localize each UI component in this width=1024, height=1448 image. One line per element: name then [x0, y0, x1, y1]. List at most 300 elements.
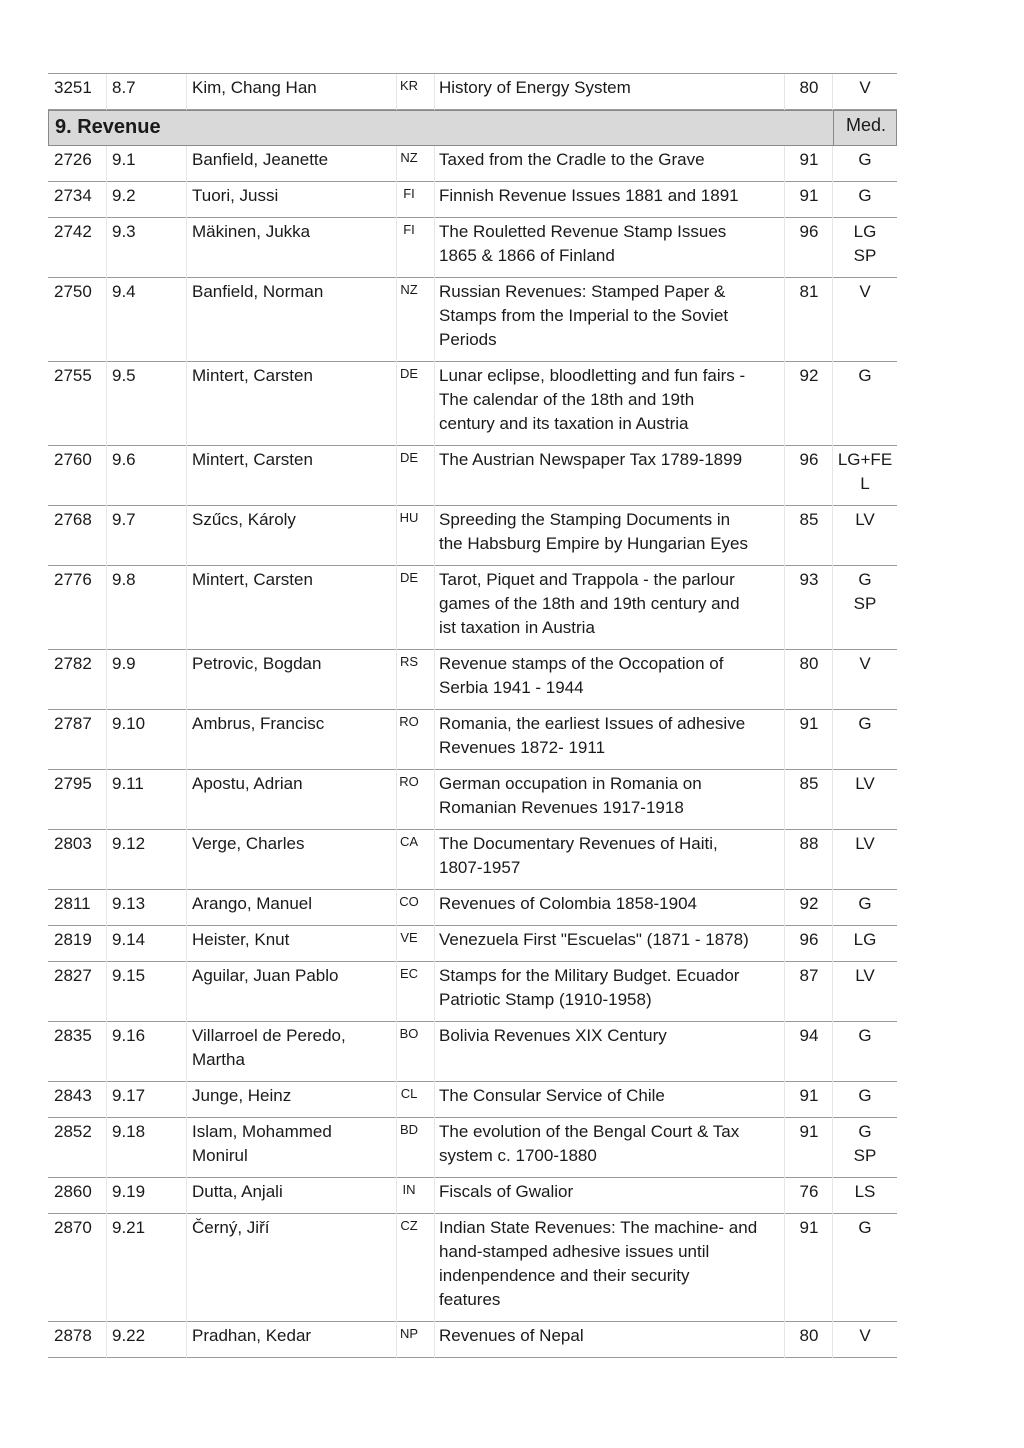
class-reference: 9.22 [112, 1326, 146, 1345]
medal [834, 712, 896, 736]
exhibit-title [439, 220, 779, 268]
exhibitor-name [192, 964, 392, 988]
column-divider [434, 218, 435, 278]
medal [834, 508, 896, 532]
exhibitor-name [192, 148, 392, 172]
medal [834, 892, 896, 916]
exhibit-title-line: hand-stamped adhesive issues until [439, 1242, 710, 1261]
medal-line: V [859, 1326, 871, 1345]
exhibit-number: 2803 [54, 834, 92, 853]
exhibit-title-line: Russian Revenues: Stamped Paper & [439, 282, 726, 301]
table-row [48, 830, 897, 890]
column-divider [106, 1082, 107, 1118]
column-divider [832, 962, 833, 1022]
exhibitor-name-line: Islam, Mohammed [192, 1122, 332, 1141]
exhibit-title-line: History of Energy System [439, 78, 631, 97]
exhibit-title [439, 892, 779, 916]
medal [834, 964, 896, 988]
column-divider [434, 710, 435, 770]
column-divider [186, 1214, 187, 1322]
table-row [48, 278, 897, 362]
column-divider [106, 566, 107, 650]
exhibitor-name [192, 832, 392, 856]
exhibitor-name-line: Dutta, Anjali [192, 1182, 283, 1201]
class-reference: 9.16 [112, 1026, 146, 1045]
exhibit-title-line: games of the 18th and 19th century and [439, 594, 740, 613]
exhibitor-name [192, 364, 392, 388]
column-divider [186, 506, 187, 566]
exhibit-title-line: Lunar eclipse, bloodletting and fun fairs - [439, 366, 746, 385]
column-divider [784, 566, 785, 650]
exhibitor-name-line: Apostu, Adrian [192, 774, 303, 793]
class-reference: 9.9 [112, 654, 136, 673]
exhibit-title-line: Stamps from the Imperial to the Soviet [439, 306, 729, 325]
column-divider [434, 506, 435, 566]
exhibitor-name-line: Tuori, Jussi [192, 186, 279, 205]
exhibit-title-line: features [439, 1290, 501, 1309]
table-row [48, 146, 897, 182]
medal-line: LV [855, 834, 875, 853]
table-row [48, 1082, 897, 1118]
exhibit-title-line: indenpendence and their security [439, 1266, 690, 1285]
column-divider [784, 218, 785, 278]
exhibit-number: 2835 [54, 1026, 92, 1045]
exhibit-title-line: The Austrian Newspaper Tax 1789-1899 [439, 450, 743, 469]
score: 91 [799, 150, 819, 169]
score: 93 [799, 570, 819, 589]
exhibit-number: 2811 [54, 894, 91, 913]
medal-line: LG [853, 930, 877, 949]
column-divider [832, 566, 833, 650]
column-divider [784, 1322, 785, 1358]
country-code: EC [399, 966, 419, 981]
exhibitor-name-line: Banfield, Jeanette [192, 150, 329, 169]
exhibitor-name [192, 1180, 392, 1204]
score: 91 [799, 1122, 819, 1141]
column-divider [832, 182, 833, 218]
exhibit-number: 2760 [54, 450, 92, 469]
exhibitor-name-line: Arango, Manuel [192, 894, 313, 913]
column-divider [434, 182, 435, 218]
exhibitor-name-line: Mintert, Carsten [192, 570, 313, 589]
exhibitor-name [192, 448, 392, 472]
column-divider [106, 1118, 107, 1178]
column-divider [186, 182, 187, 218]
medal-line: G [858, 1122, 872, 1141]
exhibitor-name-line: Aguilar, Juan Pablo [192, 966, 339, 985]
exhibit-title-line: the Habsburg Empire by Hungarian Eyes [439, 534, 748, 553]
column-divider [106, 1022, 107, 1082]
table-row [48, 1118, 897, 1178]
column-divider [186, 362, 187, 446]
column-divider [784, 830, 785, 890]
column-divider [106, 1214, 107, 1322]
country-code: IN [402, 1182, 416, 1197]
exhibit-title-line: Stamps for the Military Budget. Ecuador [439, 966, 740, 985]
class-reference: 9.3 [112, 222, 136, 241]
medal-line: G [858, 1218, 872, 1237]
exhibit-title-line: Serbia 1941 - 1944 [439, 678, 584, 697]
exhibit-title-line: century and its taxation in Austria [439, 414, 689, 433]
medal-line: SP [853, 246, 877, 265]
column-divider [434, 1322, 435, 1358]
column-divider [106, 1178, 107, 1214]
column-divider [186, 1322, 187, 1358]
country-code: CZ [400, 1218, 418, 1233]
column-divider [784, 962, 785, 1022]
column-divider [106, 506, 107, 566]
column-divider [106, 278, 107, 362]
exhibit-number: 2776 [54, 570, 92, 589]
medal [834, 148, 896, 172]
exhibit-title-line: 1865 & 1866 of Finland [439, 246, 615, 265]
column-divider [106, 446, 107, 506]
column-divider [832, 1022, 833, 1082]
score: 80 [799, 1326, 819, 1345]
exhibit-title [439, 280, 779, 352]
exhibitor-name-line: Kim, Chang Han [192, 78, 317, 97]
column-divider [832, 1178, 833, 1214]
medal-line: LV [855, 510, 875, 529]
class-reference: 9.5 [112, 366, 136, 385]
exhibit-title [439, 772, 779, 820]
column-divider [186, 1118, 187, 1178]
column-divider [832, 926, 833, 962]
column-divider [832, 74, 833, 110]
column-divider [832, 278, 833, 362]
top-rows [48, 73, 897, 110]
exhibit-title [439, 148, 779, 172]
medal [834, 364, 896, 388]
exhibitor-name [192, 1324, 392, 1348]
country-code: CO [399, 894, 419, 909]
exhibit-title-line: system c. 1700-1880 [439, 1146, 597, 1165]
column-divider [784, 506, 785, 566]
score: 88 [799, 834, 819, 853]
exhibit-title-line: Bolivia Revenues XIX Century [439, 1026, 667, 1045]
exhibit-number: 2878 [54, 1326, 92, 1345]
exhibitor-name [192, 712, 392, 736]
column-divider [784, 650, 785, 710]
country-code: CA [399, 834, 419, 849]
class-reference: 9.2 [112, 186, 136, 205]
column-divider [186, 830, 187, 890]
score: 85 [799, 774, 819, 793]
medal [834, 652, 896, 676]
exhibit-title-line: Indian State Revenues: The machine- and [439, 1218, 758, 1237]
column-divider [784, 446, 785, 506]
medal-line: G [858, 714, 872, 733]
exhibitor-name [192, 508, 392, 532]
exhibit-title [439, 712, 779, 760]
exhibit-title-line: Romania, the earliest Issues of adhesive [439, 714, 746, 733]
column-divider [784, 710, 785, 770]
exhibit-title [439, 1216, 779, 1312]
column-divider [434, 650, 435, 710]
column-divider [186, 962, 187, 1022]
column-divider [434, 770, 435, 830]
exhibitor-name [192, 1084, 392, 1108]
column-divider [186, 710, 187, 770]
country-code: DE [399, 366, 419, 381]
medal [834, 184, 896, 208]
exhibit-title-line: Revenues of Colombia 1858-1904 [439, 894, 698, 913]
table-row [48, 926, 897, 962]
class-reference: 9.1 [112, 150, 136, 169]
medal-line: LG [853, 222, 877, 241]
exhibit-title-line: The calendar of the 18th and 19th [439, 390, 695, 409]
medal-column-header: Med. [845, 115, 887, 135]
column-divider [186, 1178, 187, 1214]
exhibit-title-line: Spreeding the Stamping Documents in [439, 510, 731, 529]
exhibitor-name-line: Petrovic, Bogdan [192, 654, 322, 673]
class-reference: 9.10 [112, 714, 146, 733]
column-divider [106, 146, 107, 182]
exhibit-title-line: German occupation in Romania on [439, 774, 702, 793]
table-row [48, 506, 897, 566]
column-divider [784, 1022, 785, 1082]
column-divider [106, 830, 107, 890]
exhibit-title [439, 1120, 779, 1168]
column-divider [186, 770, 187, 830]
exhibit-number: 2742 [54, 222, 92, 241]
exhibit-title-line: Taxed from the Cradle to the Grave [439, 150, 705, 169]
exhibit-title [439, 1324, 779, 1348]
table-row [48, 182, 897, 218]
exhibit-title [439, 1180, 779, 1204]
exhibitor-name [192, 772, 392, 796]
exhibit-title-line: Patriotic Stamp (1910-1958) [439, 990, 652, 1009]
score: 85 [799, 510, 819, 529]
exhibit-number: 2782 [54, 654, 92, 673]
medal-line: LV [855, 966, 875, 985]
exhibitor-name-line: Villarroel de Peredo, [192, 1026, 346, 1045]
score: 87 [799, 966, 819, 985]
exhibit-number: 3251 [54, 78, 92, 97]
medal-line: G [858, 894, 872, 913]
class-reference: 9.7 [112, 510, 136, 529]
class-reference: 9.14 [112, 930, 146, 949]
country-code: NP [399, 1326, 419, 1341]
column-divider [784, 278, 785, 362]
exhibitor-name-line: Verge, Charles [192, 834, 305, 853]
exhibit-title-line: The Consular Service of Chile [439, 1086, 665, 1105]
column-divider [186, 1022, 187, 1082]
score: 91 [799, 1218, 819, 1237]
medal-line: G [858, 1086, 872, 1105]
column-divider [832, 218, 833, 278]
column-divider [434, 74, 435, 110]
exhibitor-name [192, 652, 392, 676]
column-divider [106, 182, 107, 218]
column-divider [832, 1322, 833, 1358]
medal-line: V [859, 78, 871, 97]
medal [834, 772, 896, 796]
column-divider [434, 278, 435, 362]
medal-line: LG+FE [837, 450, 893, 469]
exhibit-title-line: Tarot, Piquet and Trappola - the parlour [439, 570, 735, 589]
table-row [48, 1022, 897, 1082]
medal [834, 1084, 896, 1108]
exhibit-title [439, 76, 779, 100]
column-divider [106, 770, 107, 830]
medal [834, 1324, 896, 1348]
column-divider [186, 1082, 187, 1118]
column-divider [106, 962, 107, 1022]
medal [834, 76, 896, 100]
exhibit-title-line: Revenue stamps of the Occopation of [439, 654, 724, 673]
score: 96 [799, 930, 819, 949]
class-reference: 9.18 [112, 1122, 146, 1141]
column-divider [784, 1118, 785, 1178]
exhibitor-name [192, 1216, 392, 1240]
column-divider [434, 1118, 435, 1178]
column-divider [784, 1214, 785, 1322]
exhibit-title [439, 832, 779, 880]
column-divider [784, 890, 785, 926]
exhibit-number: 2787 [54, 714, 92, 733]
column-divider [186, 650, 187, 710]
medal [834, 832, 896, 856]
exhibit-number: 2750 [54, 282, 92, 301]
column-divider [832, 362, 833, 446]
table-row [48, 962, 897, 1022]
column-divider [186, 446, 187, 506]
medal [834, 448, 896, 496]
exhibit-title [439, 184, 779, 208]
exhibit-number: 2843 [54, 1086, 92, 1105]
exhibit-title-line: Periods [439, 330, 497, 349]
score: 91 [799, 186, 819, 205]
medal-line: V [859, 654, 871, 673]
medal-line: G [858, 366, 872, 385]
table-row [48, 362, 897, 446]
exhibitor-name [192, 1024, 392, 1072]
exhibitor-name-line: Martha [192, 1050, 245, 1069]
exhibitor-name-line: Černý, Jiří [192, 1218, 270, 1237]
exhibitor-name-line: Mintert, Carsten [192, 450, 313, 469]
table-row [48, 1178, 897, 1214]
section-title: 9. Revenue [55, 116, 161, 138]
class-reference: 9.13 [112, 894, 146, 913]
column-divider [106, 890, 107, 926]
column-divider [434, 146, 435, 182]
column-divider [784, 1178, 785, 1214]
column-divider [106, 362, 107, 446]
medal-line: G [858, 570, 872, 589]
exhibit-title [439, 1024, 779, 1048]
column-divider [832, 1082, 833, 1118]
exhibit-title-line: Romanian Revenues 1917-1918 [439, 798, 684, 817]
table-row [48, 446, 897, 506]
medal [834, 280, 896, 304]
section-divider [833, 111, 834, 145]
exhibit-title-line: Finnish Revenue Issues 1881 and 1891 [439, 186, 739, 205]
score: 80 [799, 654, 819, 673]
column-divider [784, 74, 785, 110]
score: 81 [799, 282, 819, 301]
column-divider [434, 890, 435, 926]
country-code: NZ [400, 150, 418, 165]
column-divider [186, 566, 187, 650]
medal [834, 1216, 896, 1240]
table-row [48, 890, 897, 926]
column-divider [832, 146, 833, 182]
column-divider [784, 1082, 785, 1118]
exhibitor-name-line: Banfield, Norman [192, 282, 324, 301]
column-divider [434, 830, 435, 890]
exhibit-number: 2795 [54, 774, 92, 793]
class-reference: 9.21 [112, 1218, 146, 1237]
table-row [48, 218, 897, 278]
medal [834, 1024, 896, 1048]
column-divider [106, 74, 107, 110]
medal-line: SP [853, 1146, 877, 1165]
country-code: CL [400, 1086, 418, 1101]
column-divider [434, 926, 435, 962]
score: 80 [799, 78, 819, 97]
column-divider [832, 446, 833, 506]
exhibit-title [439, 964, 779, 1012]
exhibit-title [439, 364, 779, 436]
exhibit-title-line: Fiscals of Gwalior [439, 1182, 574, 1201]
column-divider [832, 890, 833, 926]
exhibit-title-line: ist taxation in Austria [439, 618, 595, 637]
exhibitor-name [192, 892, 392, 916]
exhibitor-name-line: Ambrus, Francisc [192, 714, 325, 733]
exhibit-number: 2768 [54, 510, 92, 529]
score: 91 [799, 1086, 819, 1105]
exhibit-number: 2726 [54, 150, 92, 169]
exhibitor-name-line: Mintert, Carsten [192, 366, 313, 385]
exhibit-number: 2734 [54, 186, 92, 205]
table-row [48, 710, 897, 770]
exhibitor-name-line: Szűcs, Károly [192, 510, 296, 529]
column-divider [106, 1322, 107, 1358]
exhibitor-name [192, 220, 392, 244]
country-code: FI [403, 186, 415, 201]
exhibit-number: 2852 [54, 1122, 92, 1141]
column-divider [186, 146, 187, 182]
column-divider [832, 1214, 833, 1322]
column-divider [186, 890, 187, 926]
score: 92 [799, 366, 819, 385]
medal [834, 1180, 896, 1204]
exhibitor-name-line: Junge, Heinz [192, 1086, 292, 1105]
medal [834, 568, 896, 616]
medal [834, 220, 896, 268]
country-code: BD [399, 1122, 419, 1137]
exhibit-title-line: Revenues of Nepal [439, 1326, 584, 1345]
score: 94 [799, 1026, 819, 1045]
class-reference: 9.19 [112, 1182, 146, 1201]
exhibitor-name [192, 568, 392, 592]
exhibit-number: 2827 [54, 966, 92, 985]
column-divider [832, 1118, 833, 1178]
column-divider [784, 182, 785, 218]
medal-line: SP [853, 594, 877, 613]
column-divider [434, 1022, 435, 1082]
exhibit-title-line: The Rouletted Revenue Stamp Issues [439, 222, 727, 241]
column-divider [832, 830, 833, 890]
exhibitor-name-line: Mäkinen, Jukka [192, 222, 311, 241]
country-code: BO [399, 1026, 419, 1041]
exhibitor-name-line: Pradhan, Kedar [192, 1326, 312, 1345]
column-divider [832, 710, 833, 770]
score: 76 [799, 1182, 819, 1201]
exhibitor-name-line: Monirul [192, 1146, 248, 1165]
column-divider [784, 926, 785, 962]
